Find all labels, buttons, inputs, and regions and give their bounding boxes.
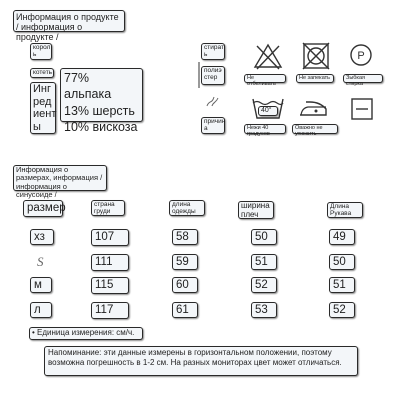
iron-low-label: Оважно не утюжить bbox=[292, 124, 338, 134]
table-cell-shoulder: 53 bbox=[251, 302, 277, 318]
composition-text bbox=[60, 68, 143, 134]
care-label-wash: стират ь bbox=[201, 43, 225, 60]
unit-note: • Единица измерения: см/ч. bbox=[29, 327, 143, 340]
table-cell-sleeve: 51 bbox=[329, 277, 355, 293]
product-info-title: Информация о продукте / информация о продукте / bbox=[13, 10, 125, 32]
table-cell-size: S bbox=[37, 254, 44, 269]
table-cell-length: 61 bbox=[172, 302, 198, 318]
iron-low-icon bbox=[296, 99, 330, 119]
composition-line-3: 10% вискоза bbox=[64, 119, 138, 134]
table-cell-size: л bbox=[30, 302, 52, 318]
dry-clean-label: Зыбкая стирка bbox=[343, 74, 383, 83]
col-header-size: размер bbox=[23, 200, 63, 217]
measurement-reminder: Напоминание: эти данные измерены в горизонтальном положении, поэтому возможна погрешность в 1-2 см. На разных мониторах цвет может отличаться. bbox=[44, 346, 358, 376]
dash-icon bbox=[197, 62, 201, 88]
table-cell-sleeve: 49 bbox=[329, 229, 355, 245]
table-cell-chest: 107 bbox=[91, 229, 129, 246]
composition-line-2: 13% шерсть bbox=[64, 103, 135, 118]
table-cell-length: 58 bbox=[172, 229, 198, 245]
col-header-chest: страна груди bbox=[91, 200, 125, 216]
table-cell-size: м bbox=[30, 277, 52, 293]
table-cell-shoulder: 52 bbox=[251, 277, 277, 293]
table-cell-shoulder: 51 bbox=[251, 254, 277, 270]
table-cell-sleeve: 52 bbox=[329, 302, 355, 318]
col-header-sleeve: Длина Рукава bbox=[327, 202, 363, 218]
table-cell-length: 60 bbox=[172, 277, 198, 293]
flat-dry-icon bbox=[350, 97, 374, 121]
col-header-shoulder: ширина плеч bbox=[238, 201, 274, 219]
col-header-length: длина одежды bbox=[169, 200, 205, 216]
no-tumble-dry-label: Не запекать bbox=[296, 74, 334, 83]
no-bleach-icon bbox=[253, 42, 283, 70]
table-cell-chest: 117 bbox=[91, 302, 129, 319]
table-cell-shoulder: 50 bbox=[251, 229, 277, 245]
composition-label-2: котеть bbox=[30, 68, 54, 78]
wash-40-temp: 40° bbox=[258, 106, 278, 116]
table-cell-size: хз bbox=[30, 229, 54, 245]
steam-mark-icon bbox=[204, 94, 220, 108]
no-tumble-dry-icon bbox=[301, 41, 331, 71]
svg-text:P: P bbox=[357, 50, 365, 62]
table-cell-sleeve: 50 bbox=[329, 254, 355, 270]
ingredients-label: Инг ред иент ы bbox=[30, 82, 56, 134]
care-label-polyester: полиэ стер bbox=[201, 66, 225, 85]
table-cell-length: 59 bbox=[172, 254, 198, 270]
size-info-title: Информация о размерах, информация / информация о синусоиде / bbox=[13, 165, 107, 191]
table-cell-chest: 111 bbox=[91, 254, 129, 271]
no-bleach-label: Не отбеливать bbox=[244, 74, 286, 83]
wash-40-label: Нежи 40 градусов bbox=[244, 124, 286, 134]
composition-line-1: 77% альпака bbox=[64, 71, 112, 102]
care-label-reason: причин а bbox=[201, 117, 225, 134]
composition-label-1: корол ь bbox=[30, 43, 52, 60]
table-cell-chest: 115 bbox=[91, 277, 129, 294]
dry-clean-icon bbox=[349, 43, 373, 67]
